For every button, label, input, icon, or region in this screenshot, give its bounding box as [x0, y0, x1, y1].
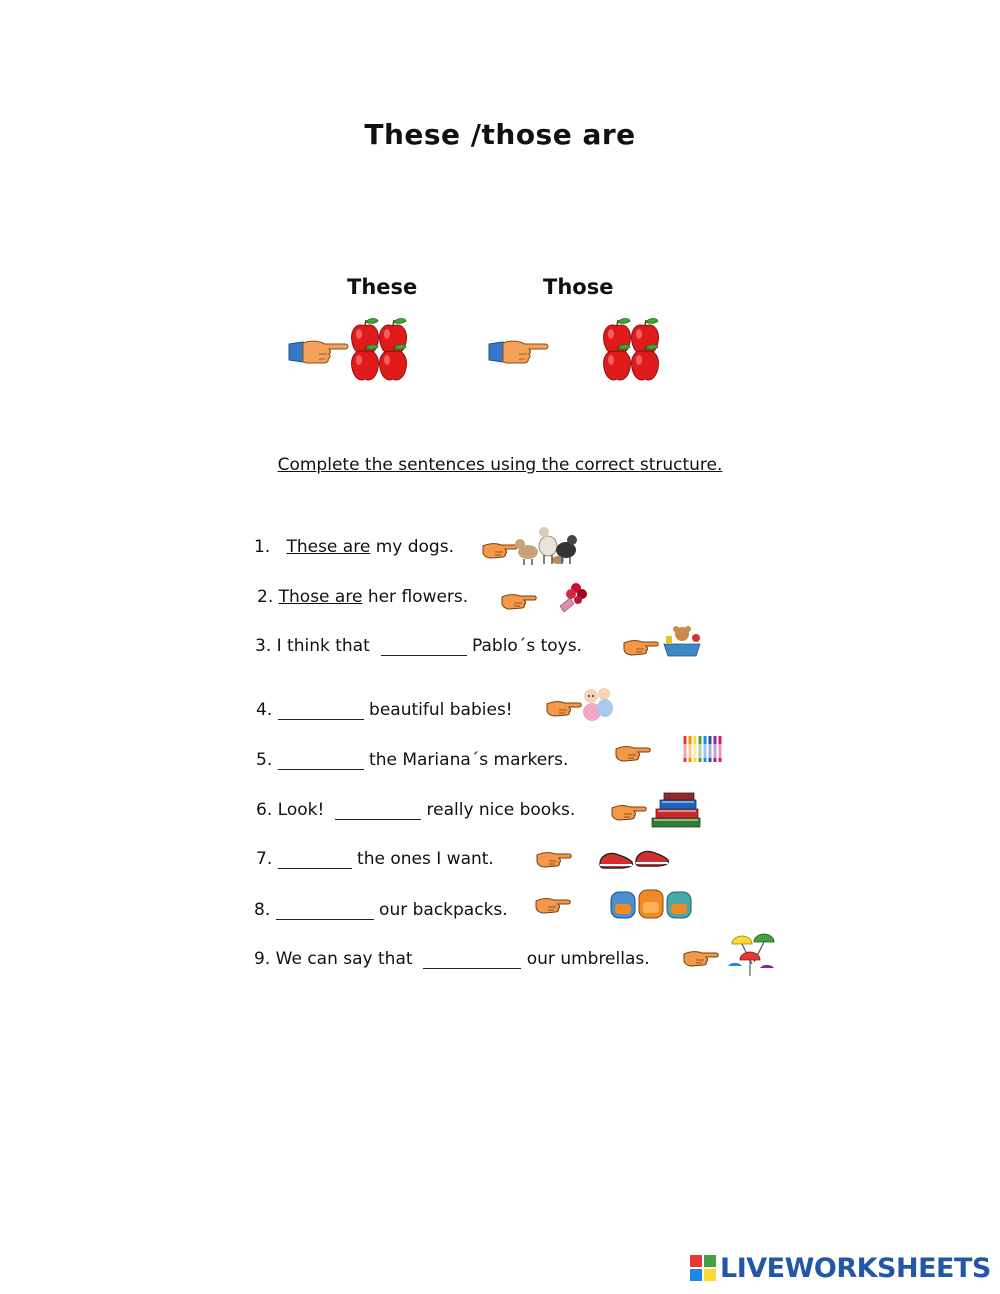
apples-far-image — [598, 316, 664, 384]
sentence-text: I think that — [276, 636, 370, 656]
shoes-image — [598, 846, 672, 872]
sentence-1 — [254, 537, 454, 557]
pointing-hand-icon — [534, 895, 572, 915]
sentence-answer: These are — [286, 537, 371, 557]
sentence-number: 7. — [256, 849, 273, 869]
sentence-number: 8. — [254, 900, 271, 920]
sentence-text: beautiful babies! — [369, 700, 513, 720]
pointing-hand-icon — [535, 849, 573, 869]
sentence-text: my dogs. — [375, 537, 454, 557]
sentence-3 — [255, 636, 582, 656]
logo-text: LIVEWORKSHEETS — [720, 1252, 991, 1284]
these-label: These — [347, 275, 418, 299]
babies-image — [579, 686, 615, 722]
sentence-2 — [257, 587, 468, 607]
pointing-hand-icon — [610, 802, 648, 822]
backpacks-image — [609, 886, 693, 920]
sentence-number: 9. — [254, 949, 271, 969]
logo-blocks-icon — [690, 1255, 716, 1281]
sentence-text: really nice books. — [426, 800, 576, 820]
answer-input-7[interactable] — [278, 850, 352, 869]
pointing-hand-icon — [622, 637, 660, 657]
pointing-hand-icon — [289, 336, 349, 368]
toys-image — [662, 624, 702, 658]
sentence-number: 2. — [257, 587, 274, 607]
sentence-number: 3. — [255, 636, 272, 656]
books-image — [650, 792, 702, 830]
page-title: These /those are — [364, 118, 636, 151]
answer-input-9[interactable] — [423, 950, 521, 969]
those-label: Those — [543, 275, 614, 299]
answer-input-5[interactable] — [278, 751, 364, 770]
sentence-text: the ones I want. — [357, 849, 494, 869]
sentence-text: Pablo´s toys. — [472, 636, 582, 656]
pointing-hand-icon — [614, 743, 652, 763]
sentence-4 — [256, 700, 513, 720]
pointing-hand-icon — [682, 948, 720, 968]
sentence-text: our umbrellas. — [526, 949, 650, 969]
pointing-hand-icon — [489, 336, 549, 368]
pointing-hand-icon — [545, 698, 583, 718]
liveworksheets-logo — [690, 1252, 991, 1284]
sentence-9 — [254, 949, 650, 969]
flowers-image — [556, 580, 588, 614]
sentence-text: Look! — [277, 800, 325, 820]
markers-image — [682, 732, 726, 766]
answer-input-4[interactable] — [278, 701, 364, 720]
sentence-number: 5. — [256, 750, 273, 770]
instruction-text: Complete the sentences using the correct structure. — [277, 455, 723, 475]
sentence-number: 6. — [256, 800, 273, 820]
sentence-text: her flowers. — [367, 587, 469, 607]
sentence-text: our backpacks. — [379, 900, 508, 920]
answer-input-3[interactable] — [381, 637, 467, 656]
sentence-6 — [256, 800, 575, 820]
sentence-text: the Mariana´s markers. — [369, 750, 569, 770]
sentence-text: We can say that — [275, 949, 413, 969]
dogs-image — [510, 518, 582, 568]
sentence-7 — [256, 849, 494, 869]
sentence-answer: Those are — [278, 587, 363, 607]
pointing-hand-icon — [500, 591, 538, 611]
answer-input-6[interactable] — [335, 801, 421, 820]
sentence-8 — [254, 900, 508, 920]
apples-near-image — [346, 316, 412, 384]
sentence-number: 4. — [256, 700, 273, 720]
answer-input-8[interactable] — [276, 901, 374, 920]
umbrellas-image — [726, 934, 776, 978]
sentence-5 — [256, 750, 568, 770]
sentence-number: 1. — [254, 537, 271, 557]
